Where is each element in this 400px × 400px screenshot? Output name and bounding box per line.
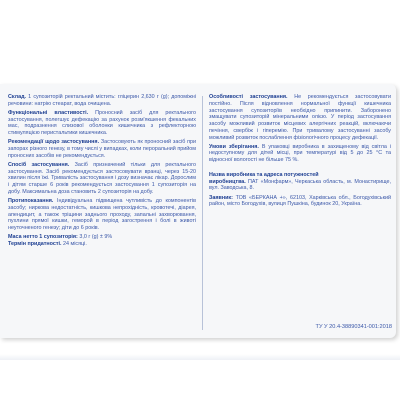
recommendations-heading: Рекомендації щодо застосування.: [8, 139, 100, 146]
features-heading: Особливості застосування.: [209, 94, 288, 100]
recommendations-section: [8, 139, 196, 159]
applicant-label: Заявник:: [209, 194, 233, 201]
shelf-life-line: [8, 241, 196, 248]
storage-heading: Умови зберігання.: [209, 143, 259, 150]
applicant-section: [209, 195, 391, 209]
shelf-life-heading: Термін придатності.: [8, 240, 62, 247]
manufacturer-section: [209, 172, 391, 192]
functional-text: Проносний засіб для ректального застосування, полегшує дефекацію за рахунок розм'якшення фекальних мас, подразнення слизової оболонки кишечника з рефлекторною стимуляцією перистальтики кишечника.: [8, 109, 196, 137]
right-column: [209, 94, 391, 210]
shelf-life-value: 24 місяці.: [63, 240, 87, 247]
composition-text: 1 супозиторій ректальний містить: гліцерин 2,630 г (g); допоміжні речовини: натрію стеарат, вода очищена.: [8, 94, 196, 107]
features-text: Не рекомендується застосовувати постійно. Після відновлення нормальної функції кишечника застосування супозиторіїв необхідно припинити. Заборонено змащувати супозиторій мінеральними олією. У період застосування засобу можливий розвиток місцевих алергічних реакцій, включаючи печіння, свербіж і гіперемію. При тривалому застосуванні засобу можливий розвиток послаблення фізіологічного процесу дефекації.: [209, 94, 391, 141]
weight-line: [8, 234, 196, 241]
contraindications-text: Індивідуальна підвищена чутливість до компонентів засобу; нирковa недостатність, кишкова непрохідність, кровотечі, діарея, апендицит, а також тріщини заднього проходу, запальні захворювання, пухлини прямої кишки, геморой в період загострення і болі в животі неуточненого генезу; діти до 6 років.: [8, 198, 196, 232]
left-column: [8, 94, 196, 250]
tu-code: ТУ У 20.4-38890341-001:2018: [315, 324, 392, 330]
method-heading: Спосіб застосування.: [8, 161, 70, 168]
composition-section: [8, 94, 196, 108]
method-text: Засіб призначений тільки для ректального застосування. Засіб рекомендується застосовувати вранці, через 15-20 хвилин після їжі. Тривалість застосування і дозу визначає лікар. Дорослим і дітям старше 6 років рекомендується застосування 1 супозиторія на добу. Максимальна доза становить 2 супозиторія на добу.: [8, 161, 197, 195]
manufacturer-text: ПАТ «Монфарм», Черкаська область, м. Монастирище, вул. Заводська, 8.: [209, 178, 391, 192]
bottom-stripe: [0, 354, 400, 360]
features-section: [209, 94, 391, 141]
functional-section: [8, 110, 196, 137]
method-section: [8, 162, 196, 196]
functional-heading: Функціональні властивості.: [8, 109, 89, 116]
recommendations-text: Застосовують як проносний засіб при запорах різного генезу, в тому числі у випадках, коли пероральний прийом проносних засобів не рекомендується.: [8, 139, 197, 159]
applicant-text: ТОВ «БЕРКАНА +», 62103, Харківська обл., Богодухівський район, місто Богодухів, вулиця Пушкіна, будинок 20, Україна.: [209, 194, 391, 208]
storage-text: В упаковці виробника в захищеному від світла і недоступному для дітей місці, при температурі від 5 до 25 °С та відносної вологості не більше 75 %.: [209, 143, 392, 164]
weight-value: 3,0 г (g) ± 9%: [79, 234, 113, 241]
contraindications-section: [8, 198, 196, 232]
storage-section: [209, 144, 391, 164]
column-divider: [202, 96, 203, 330]
weight-heading: Маса нетто 1 супозиторія:: [8, 234, 78, 241]
contraindications-heading: Протипоказання.: [8, 198, 54, 205]
composition-heading: Склад.: [8, 94, 26, 100]
leaflet-panel: [0, 84, 396, 338]
manufacturer-label: виробництва.: [209, 178, 246, 185]
manufacturer-title: Назва виробника та адреса потужностей: [209, 171, 319, 178]
